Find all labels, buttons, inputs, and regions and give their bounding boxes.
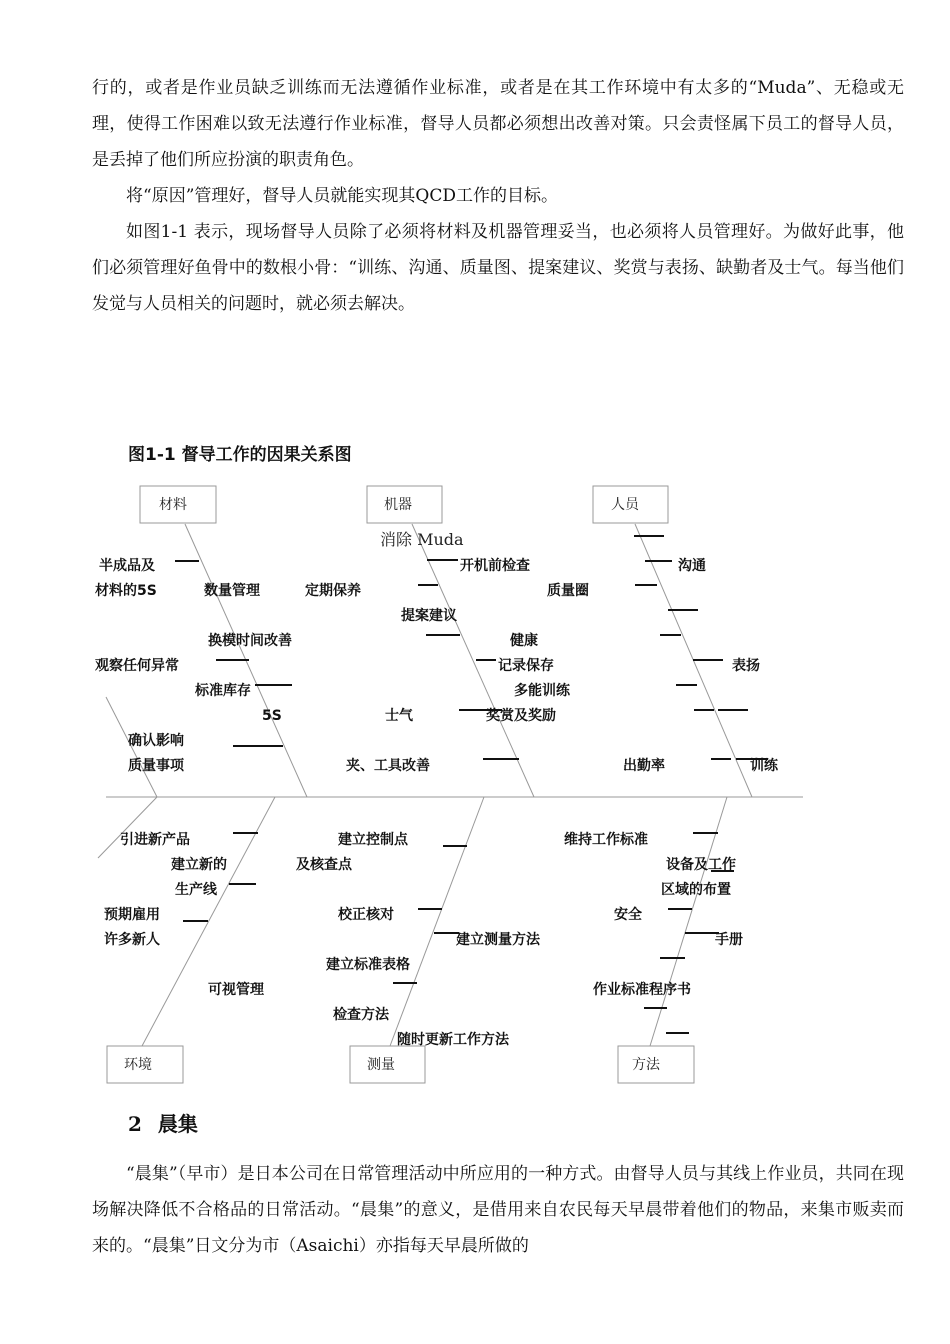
category-material: 材料 xyxy=(159,497,187,513)
label-new-product: 引进新产品 xyxy=(120,832,190,848)
branch-ticks xyxy=(175,536,768,1033)
label-record-keeping: 记录保存 xyxy=(498,658,554,674)
label-rewards: 奖赏及奖励 xyxy=(486,708,556,724)
label-praise: 表扬 xyxy=(732,658,760,674)
label-layout-2: 区域的布置 xyxy=(661,882,731,898)
category-machine: 机器 xyxy=(384,497,412,513)
label-update-method: 随时更新工作方法 xyxy=(397,1032,509,1048)
label-multi-skill: 多能训练 xyxy=(514,683,570,699)
bone-extra-left-lower xyxy=(98,797,157,858)
label-sop: 作业标准程序书 xyxy=(593,982,691,998)
category-measurement: 测量 xyxy=(367,1057,395,1073)
label-control-point-1: 建立控制点 xyxy=(338,832,408,848)
center-label: 消除 Muda xyxy=(380,530,464,549)
label-confirm-1: 确认影响 xyxy=(128,733,184,749)
category-people: 人员 xyxy=(611,497,639,513)
label-layout-1: 设备及工作 xyxy=(666,857,736,873)
figure-title: 图1-1 督导工作的因果关系图 xyxy=(128,445,352,465)
label-inspect-method: 检查方法 xyxy=(333,1007,389,1023)
diagram-bones xyxy=(98,524,803,1046)
label-morale: 士气 xyxy=(385,708,413,724)
label-manual: 手册 xyxy=(715,932,743,948)
label-changeover: 换模时间改善 xyxy=(208,633,292,649)
label-confirm-2: 质量事项 xyxy=(128,758,184,774)
label-periodic-maint: 定期保养 xyxy=(305,583,361,599)
label-training: 训练 xyxy=(750,758,778,774)
label-suggestion: 提案建议 xyxy=(401,608,457,624)
label-hire-2: 许多新人 xyxy=(104,932,160,948)
category-environment: 环境 xyxy=(124,1057,152,1073)
label-quality-circle: 质量圈 xyxy=(547,583,589,599)
section-title: 晨集 xyxy=(157,1112,198,1136)
section-heading xyxy=(128,1108,198,1137)
label-jig-tool: 夹、工具改善 xyxy=(346,758,430,774)
label-material-5s: 材料的5S xyxy=(95,583,157,599)
label-calibration: 校正核对 xyxy=(338,907,394,923)
label-observe-abnormal: 观察任何异常 xyxy=(95,658,179,674)
label-maintain-std: 维持工作标准 xyxy=(564,832,648,848)
label-semi-finished: 半成品及 xyxy=(99,558,155,574)
label-attendance: 出勤率 xyxy=(623,758,665,774)
label-hire-1: 预期雇用 xyxy=(104,907,160,923)
label-communication: 沟通 xyxy=(678,558,706,574)
label-standard-stock: 标准库存 xyxy=(195,683,251,699)
label-quantity-mgmt: 数量管理 xyxy=(204,583,260,599)
paragraph-4: “晨集”（早市）是日本公司在日常管理活动中所应用的一种方式。由督导人员与其线上作业员，共同在现场解决降低不合格品的日常活动。“晨集”的意义，是借用来自农民每天早晨带着他们的物品，来集市贩卖而来的。“晨集”日文分为市（Asaichi）亦指每天早晨所做的 xyxy=(92,1164,904,1256)
paragraph-2: 将“原因”管理好，督导人员就能实现其QCD工作的目标。 xyxy=(126,186,558,206)
label-new-line-1: 建立新的 xyxy=(171,857,227,873)
section-number: 2 xyxy=(128,1112,142,1136)
label-control-point-2: 及核查点 xyxy=(296,857,352,873)
label-safety: 安全 xyxy=(614,907,642,923)
label-5s: 5S xyxy=(262,708,282,724)
label-measure-method: 建立测量方法 xyxy=(456,932,540,948)
label-std-form: 建立标准表格 xyxy=(326,957,410,973)
category-method: 方法 xyxy=(632,1057,660,1073)
paragraph-1: 行的，或者是作业员缺乏训练而无法遵循作业标准，或者是在其工作环境中有太多的“Muda”、无稳或无理，使得工作困难以致无法遵行作业标准，督导人员都必须想出改善对策。只会责怪属下员工的督导人员，是丢掉了他们所应扮演的职责角色。 xyxy=(92,78,904,170)
paragraph-3: 如图1-1 表示，现场督导人员除了必须将材料及机器管理妥当，也必须将人员管理好。为做好此事，他们必须管理好鱼骨中的数根小骨：“训练、沟通、质量图、提案建议、奖赏与表扬、缺勤者及士气。每当他们发觉与人员相关的问题时，就必须去解决。 xyxy=(92,222,904,314)
label-preop-check: 开机前检查 xyxy=(460,558,530,574)
label-visual-mgmt: 可视管理 xyxy=(208,982,264,998)
section-text xyxy=(92,1156,904,1264)
label-new-line-2: 生产线 xyxy=(175,882,217,898)
label-health: 健康 xyxy=(510,633,538,649)
